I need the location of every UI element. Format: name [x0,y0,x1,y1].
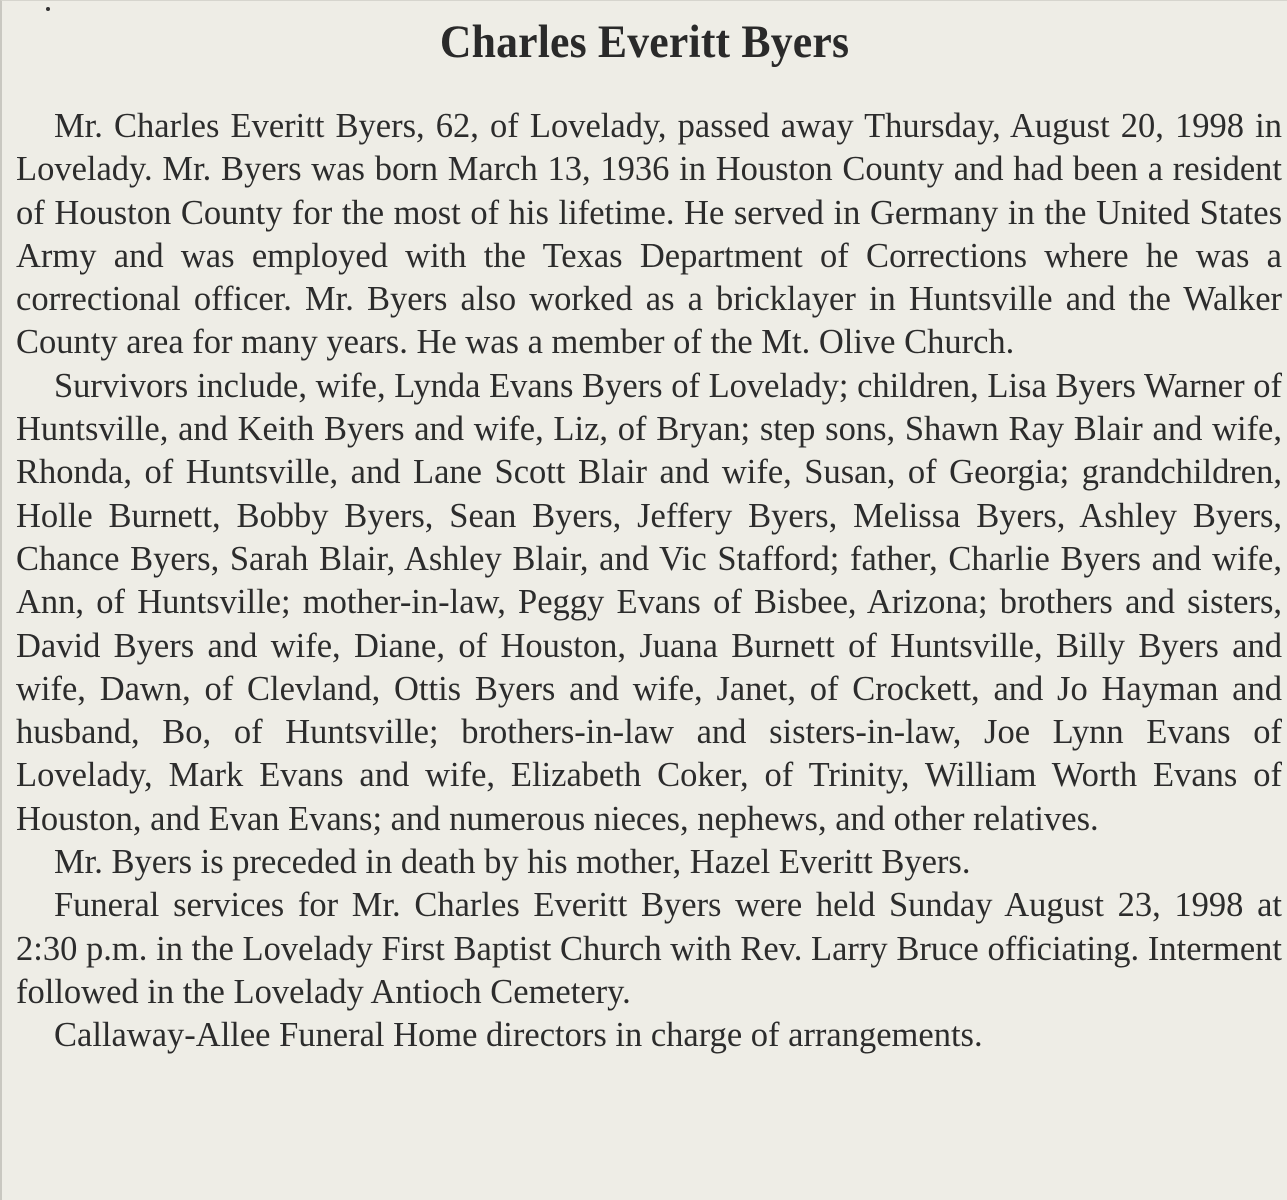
obituary-body [16,105,1282,1058]
obituary-headline: Charles Everitt Byers [439,16,850,68]
paragraph-survivors: Survivors include, wife, Lynda Evans Byers of Lovelady; children, Lisa Byers Warner of Huntsville, and Keith Byers and wife, Liz, of Bryan; step sons, Shawn Ray Blair and wife, Rhonda, of Huntsville, and Lane Scott Blair and wife, Susan, of Georgia; grandchildren, Holle Burnett, Bobby Byers, Sean Byers, Jeffery Byers, Melissa Byers, Ashley Byers, Chance Byers, Sarah Blair, Ashley Blair, and Vic Stafford; father, Charlie Byers and wife, Ann, of Huntsville; mother-in-law, Peggy Evans of Bisbee, Arizona; brothers and sisters, David Byers and wife, Diane, of Houston, Juana Burnett of Huntsville, Billy Byers and wife, Dawn, of Clevland, Ottis Byers and wife, Janet, of Crockett, and Jo Hayman and husband, Bo, of Huntsville; brothers-in-law and sisters-in-law, Joe Lynn Evans of Lovelady, Mark Evans and wife, Elizabeth Coker, of Trinity, William Worth Evans of Houston, and Evan Evans; and numerous nieces, nephews, and other relatives. [16,366,1282,838]
paragraph-services: Funeral services for Mr. Charles Everitt Byers were held Sunday August 23, 1998 at 2:30 p.m. in the Lovelady First Baptist Church with Rev. Larry Bruce officiating. Interment followed in the Lovelady Antioch Cemetery. [16,886,1282,1011]
paragraph-arrangements: Callaway-Allee Funeral Home directors in charge of arrangements. [54,1016,983,1055]
paragraph-preceded: Mr. Byers is preceded in death by his mother, Hazel Everitt Byers. [54,843,971,882]
paragraph-biography: Mr. Charles Everitt Byers, 62, of Lovelady, passed away Thursday, August 20, 1998 in Lovelady. Mr. Byers was born March 13, 1936 in Houston County and had been a resident of Houston County for the most of his lifetime. He served in Germany in the United States Army and was employed with the Texas Department of Corrections where he was a correctional officer. Mr. Byers also worked as a bricklayer in Huntsville and the Walker County area for many years. He was a member of the Mt. Olive Church. [16,107,1282,362]
